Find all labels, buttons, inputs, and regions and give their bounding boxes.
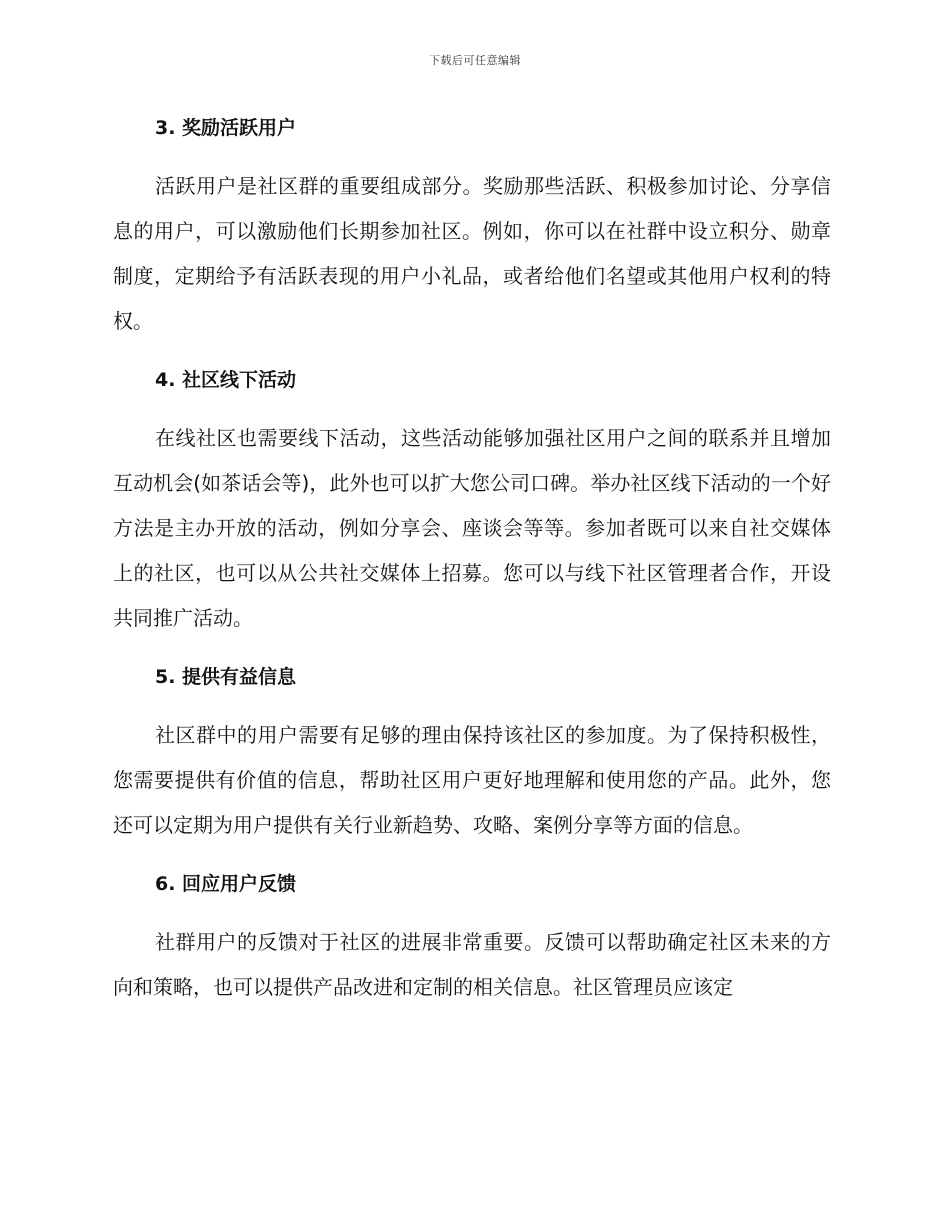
section-title-useful-info: 5. 提供有益信息 <box>155 666 297 688</box>
section-title-rewards: 3. 奖励活跃用户 <box>155 117 297 139</box>
header-note: 下载后可任意编辑 <box>429 54 521 67</box>
section-title-feedback: 6. 回应用户反馈 <box>155 873 297 895</box>
section-body-feedback: 社群用户的反馈对于社区的进展非常重要。反馈可以帮助确定社区未来的方向和策略，也可以提供产品改进和定制的相关信息。社区管理员应该定 <box>113 930 831 999</box>
section-title-offline-events: 4. 社区线下活动 <box>155 369 297 391</box>
section-body-rewards: 活跃用户是社区群的重要组成部分。奖励那些活跃、积极参加讨论、分享信息的用户，可以激励他们长期参加社区。例如，你可以在社群中设立积分、勋章制度，定期给予有活跃表现的用户小礼品，或者给他们名望或其他用户权利的特权。 <box>113 174 831 333</box>
section-body-useful-info: 社区群中的用户需要有足够的理由保持该社区的参加度。为了保持积极性，您需要提供有价值的信息，帮助社区用户更好地理解和使用您的产品。此外，您还可以定期为用户提供有关行业新趋势、攻略、案例分享等方面的信息。 <box>113 723 831 837</box>
document-content <box>113 108 831 1026</box>
section-body-offline-events: 在线社区也需要线下活动，这些活动能够加强社区用户之间的联系并且增加互动机会(如茶话会等)，此外也可以扩大您公司口碑。举办社区线下活动的一个好方法是主办开放的活动，例如分享会、座谈会等等。参加者既可以来自社交媒体上的社区，也可以从公共社交媒体上招募。您可以与线下社区管理者合作，开设共同推广活动。 <box>113 426 831 630</box>
